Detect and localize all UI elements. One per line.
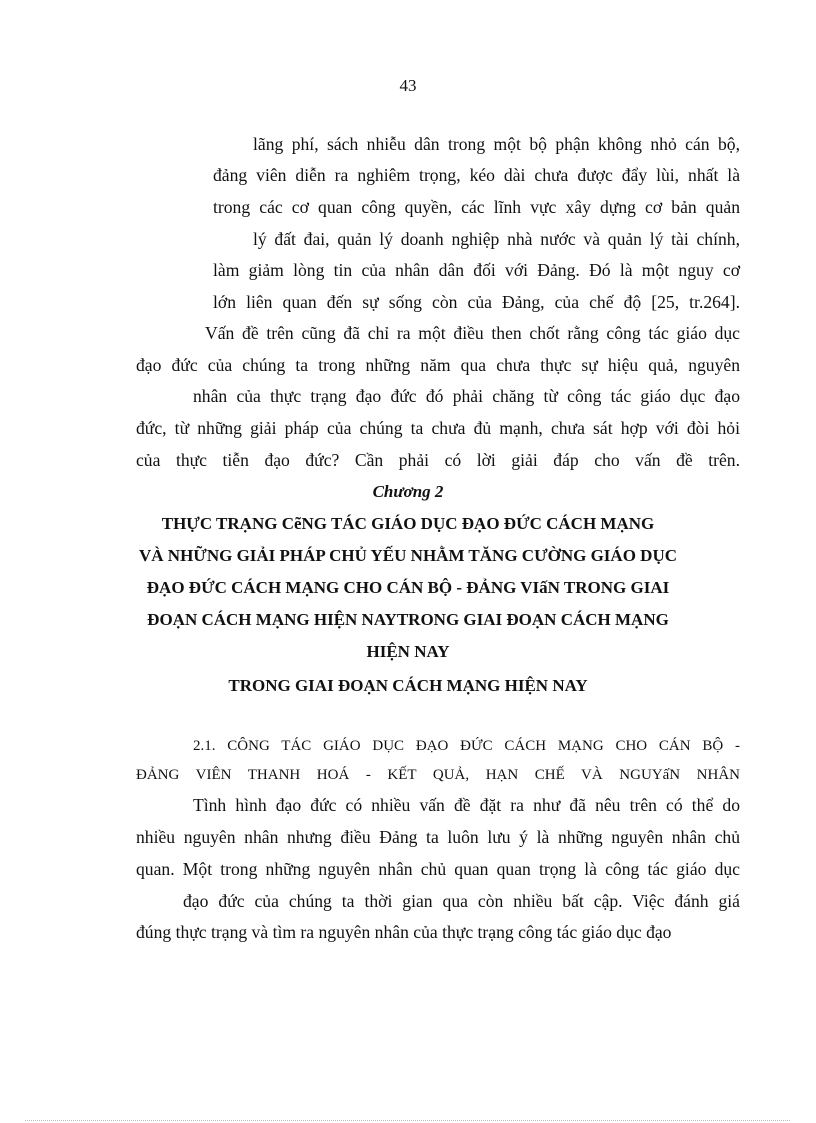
paragraph-line: Vấn đề trên cũng đã chỉ ra một điều then chốt rằng công tác giáo dục (205, 323, 740, 343)
quote-line: làm giảm lòng tin của nhân dân đối với Đảng. Đó là một nguy cơ (213, 260, 740, 280)
paragraph-line: quan. Một trong những nguyên nhân chủ quan quan trọng là công tác giáo dục (136, 859, 740, 879)
paragraph-line: đúng thực trạng và tìm ra nguyên nhân của thực trạng công tác giáo dục đạo (136, 922, 672, 942)
page-number: 43 (399, 76, 417, 95)
quote-line: đảng viên diễn ra nghiêm trọng, kéo dài chưa được đẩy lùi, nhất là (213, 165, 740, 185)
paragraph-line: nhiều nguyên nhân nhưng điều Đảng ta luôn lưu ý là những nguyên nhân chủ (136, 827, 740, 847)
chapter-title-line: TRONG GIAI ĐOẠN CÁCH MẠNG HIỆN NAY (228, 676, 588, 695)
paragraph-line: đức, từ những giải pháp của chúng ta chưa đủ mạnh, chưa sát hợp với đòi hỏi (136, 418, 740, 438)
chapter-title-line: ĐOẠN CÁCH MẠNG HIỆN NAYTRONG GIAI ĐOẠN CÁCH MẠNG (147, 610, 669, 629)
quote-line: lý đất đai, quản lý doanh nghiệp nhà nước và quản lý tài chính, (253, 229, 740, 249)
paragraph-line: nhân của thực trạng đạo đức đó phải chăng từ công tác giáo dục đạo (193, 386, 740, 406)
chapter-title-line: HIỆN NAY (366, 642, 450, 661)
paragraph-line: Tình hình đạo đức có nhiều vấn đề đặt ra như đã nêu trên có thể do (193, 795, 740, 815)
section-heading-line: ĐẢNG VIÊN THANH HOÁ - KẾT QUẢ, HẠN CHẾ VÀ NGUYấN NHÂN (136, 767, 740, 783)
paragraph-line: của thực tiễn đạo đức? Cần phải có lời giải đáp cho vấn đề trên. (136, 450, 740, 470)
chapter-title-line: VÀ NHỮNG GIẢI PHÁP CHỦ YẾU NHẰM TĂNG CƯỜNG GIÁO DỤC (138, 546, 677, 565)
quote-line: lãng phí, sách nhiễu dân trong một bộ phận không nhỏ cán bộ, (253, 134, 740, 154)
quote-line: trong các cơ quan công quyền, các lĩnh vực xây dựng cơ bản quản (213, 197, 740, 217)
chapter-title-line: ĐẠO ĐỨC CÁCH MẠNG CHO CÁN BỘ - ĐẢNG VIấN TRONG GIAI (146, 578, 670, 597)
section-heading-line: 2.1. CÔNG TÁC GIÁO DỤC ĐẠO ĐỨC CÁCH MẠNG CHO CÁN BỘ - (193, 738, 740, 754)
page-bottom-border (25, 1120, 790, 1121)
paragraph-line: đạo đức của chúng ta thời gian qua còn nhiều bất cập. Việc đánh giá (183, 891, 740, 911)
paragraph-line: đạo đức của chúng ta trong những năm qua chưa thực sự hiệu quả, nguyên (136, 355, 740, 375)
quote-line: lớn liên quan đến sự sống còn của Đảng, của chế độ [25, tr.264]. (213, 292, 740, 312)
chapter-label: Chương 2 (372, 482, 444, 501)
chapter-title-line: THỰC TRẠNG CẽNG TÁC GIÁO DỤC ĐẠO ĐỨC CÁCH MẠNG (161, 514, 655, 533)
